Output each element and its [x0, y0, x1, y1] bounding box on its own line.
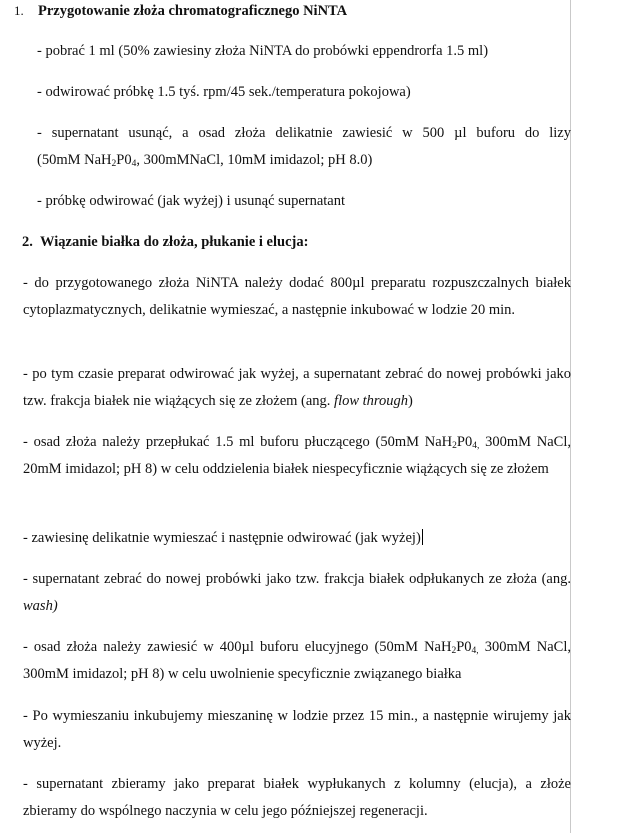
section-2-number: 2. [22, 234, 33, 250]
paragraph-elution-buffer: - osad złoża należy zawiesić w 400µl buforu elucyjnego (50mM $NaH_2P0_{4,}$ 300mM NaCl, 300mM imidazol; pH 8) w celu uwolnienie specyficznie związanego białka [23, 639, 571, 682]
text-cursor [422, 529, 423, 545]
section-1-title: Przygotowanie złoża chromatograficznego NiNTA [38, 3, 348, 19]
section-1-heading [14, 2, 347, 20]
paragraph-mix-spin: - zawiesinę delikatnie wymieszać i następnie odwirować (jak wyżej) [23, 530, 421, 546]
step-1-1: - pobrać 1 ml (50% zawiesiny złoża NiNTA do probówki eppendrorfa 1.5 ml) [37, 43, 489, 59]
paragraph-flow-through: - po tym czasie preparat odwirować jak wyżej, a supernatant zebrać do nowej probówki jako tzw. frakcja białek nie wiążących się ze złożem (ang. flow through) [23, 366, 571, 409]
step-1-3: - supernatant usunąć, a osad złoża delikatnie zawiesić w 500 µl buforu do lizy [37, 125, 571, 141]
paragraph-wash-fraction: - supernatant zebrać do nowej probówki jako tzw. frakcja białek odpłukanych ze złoża (ang. wash) [23, 571, 571, 614]
paragraph-incubate: - Po wymieszaniu inkubujemy mieszaninę w lodzie przez 15 min., a następnie wirujemy jak wyżej. [23, 708, 571, 751]
step-1-2: - odwirować próbkę 1.5 tyś. rpm/45 sek./temperatura pokojowa) [37, 84, 411, 100]
step-1-4: - próbkę odwirować (jak wyżej) i usunąć supernatant [37, 193, 346, 209]
section-2-heading [22, 233, 308, 251]
paragraph-elution-collect: - supernatant zbieramy jako preparat białek wypłukanych z kolumny (elucja), a złoże zbieramy do wspólnego naczynia w celu jego późniejszej regeneracji. [23, 776, 571, 819]
section-1-number: 1. [14, 3, 24, 18]
paragraph-bind-protein: - do przygotowanego złoża NiNTA należy dodać 800µl preparatu rozpuszczalnych białek cytoplazmatycznych, delikatnie wymieszać, a następnie inkubować w lodzie 20 min. [23, 275, 571, 318]
step-1-3-buffer: (50mM $NaH_2P0_4$, 300mMNaCl, 10mM imidazol; pH 8.0) [37, 152, 373, 169]
paragraph-wash-buffer: - osad złoża należy przepłukać 1.5 ml buforu płuczącego (50mM $NaH_2P0_{4,}$ 300mM NaCl, 20mM imidazol; pH 8) w celu oddzielenia białek niespecyficznie wiążących się ze złożem [23, 434, 572, 477]
section-2-title: Wiązanie białka do złoża, płukanie i elucja: [40, 234, 309, 250]
